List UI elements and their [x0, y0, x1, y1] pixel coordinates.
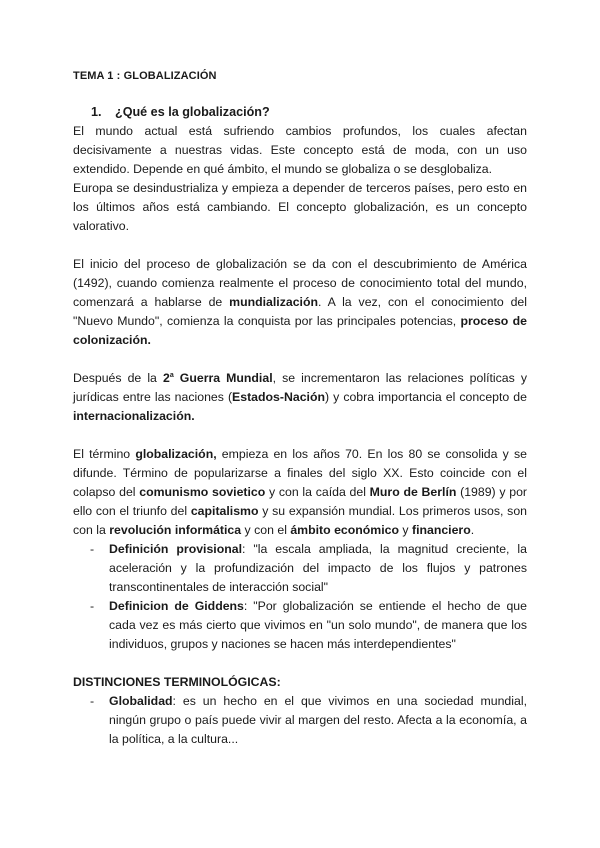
bold-term: Muro de Berlín — [369, 485, 457, 499]
list-item: - Globalidad: es un hecho en el que vivimos en una sociedad mundial, ningún grupo o país puede vivir al margen del resto. Afecta a la economía, a la política, a la cultura... — [90, 694, 527, 746]
bold-term: capitalismo — [190, 504, 259, 518]
bold-term: 2$^a$ Guerra Mundial — [162, 371, 273, 385]
bold-term: internacionalización. — [73, 409, 195, 423]
bold-term: Estados-Nación — [232, 390, 325, 404]
bold-term: revolución informática — [109, 523, 242, 537]
bold-term: mundialización — [229, 295, 318, 309]
paragraph-3: El inicio del proceso de globalización se da con el descubrimiento de América (1492), cuando comienza realmente el proceso de conocimiento total del mundo, comenzará a hablarse de mundialización. A la vez, con el conocimiento del "Nuevo Mundo", comienza la conquista por las principales potencias, proceso de colonización. — [73, 257, 527, 347]
paragraph-5: El término globalización, empieza en los años 70. En los 80 se consolida y se difunde. Término de popularizarse a finales del siglo XX. Esto coincide con el colapso del comunismo sovietico y con la caída del Muro de Berlín (1989) y por ello con el triunfo del capitalismo y su expansión mundial. Los primeros usos, son con la revolución informática y con el ámbito económico y financiero. — [73, 447, 528, 537]
bold-term: ámbito económico — [290, 523, 399, 537]
distinctions-list — [73, 692, 527, 749]
heading-text: ¿Qué es la globalización? — [115, 105, 270, 119]
distinctions-heading: DISTINCIONES TERMINOLÓGICAS: — [73, 675, 281, 689]
document-body — [73, 103, 527, 749]
bold-term: financiero — [411, 523, 471, 537]
paragraph-2: Europa se desindustrializa y empieza a depender de terceros países, pero esto en los últimos años está cambiando. El concepto globalización, es un concepto valorativo. — [73, 181, 527, 233]
list-item: - Definición provisional: "la escala ampliada, la magnitud creciente, la aceleración y la profundización del impacto de los flujos y patrones transcontinentales de interacción social" — [90, 542, 527, 594]
bold-term: comunismo sovietico — [139, 485, 266, 499]
heading-number: 1. — [91, 105, 102, 119]
paragraph-4: Después de la 2$^a$ Guerra Mundial, se incrementaron las relaciones políticas y jurídicas entre las naciones (Estados-Nación) y cobra importancia el concepto de internacionalización. — [73, 371, 527, 423]
page-title: TEMA 1 : GLOBALIZACIÓN — [73, 70, 217, 82]
bold-term: proceso de colonización. — [73, 314, 527, 347]
paragraph-1: El mundo actual está sufriendo cambios profundos, los cuales afectan decisivamente a nuestras vidas. Este concepto está de moda, con un uso extendido. Depende en qué ámbito, el mundo se globaliza o se desglobaliza. — [73, 124, 527, 176]
definition-list — [73, 540, 527, 654]
section-heading — [73, 103, 527, 122]
list-item: - Definicion de Giddens: "Por globalización se entiende el hecho de que cada vez es más cierto que vivimos en "un solo mundo", de manera que los individuos, grupos y naciones se hacen más interdependientes" — [90, 599, 527, 651]
bold-term: globalización, — [135, 447, 217, 461]
